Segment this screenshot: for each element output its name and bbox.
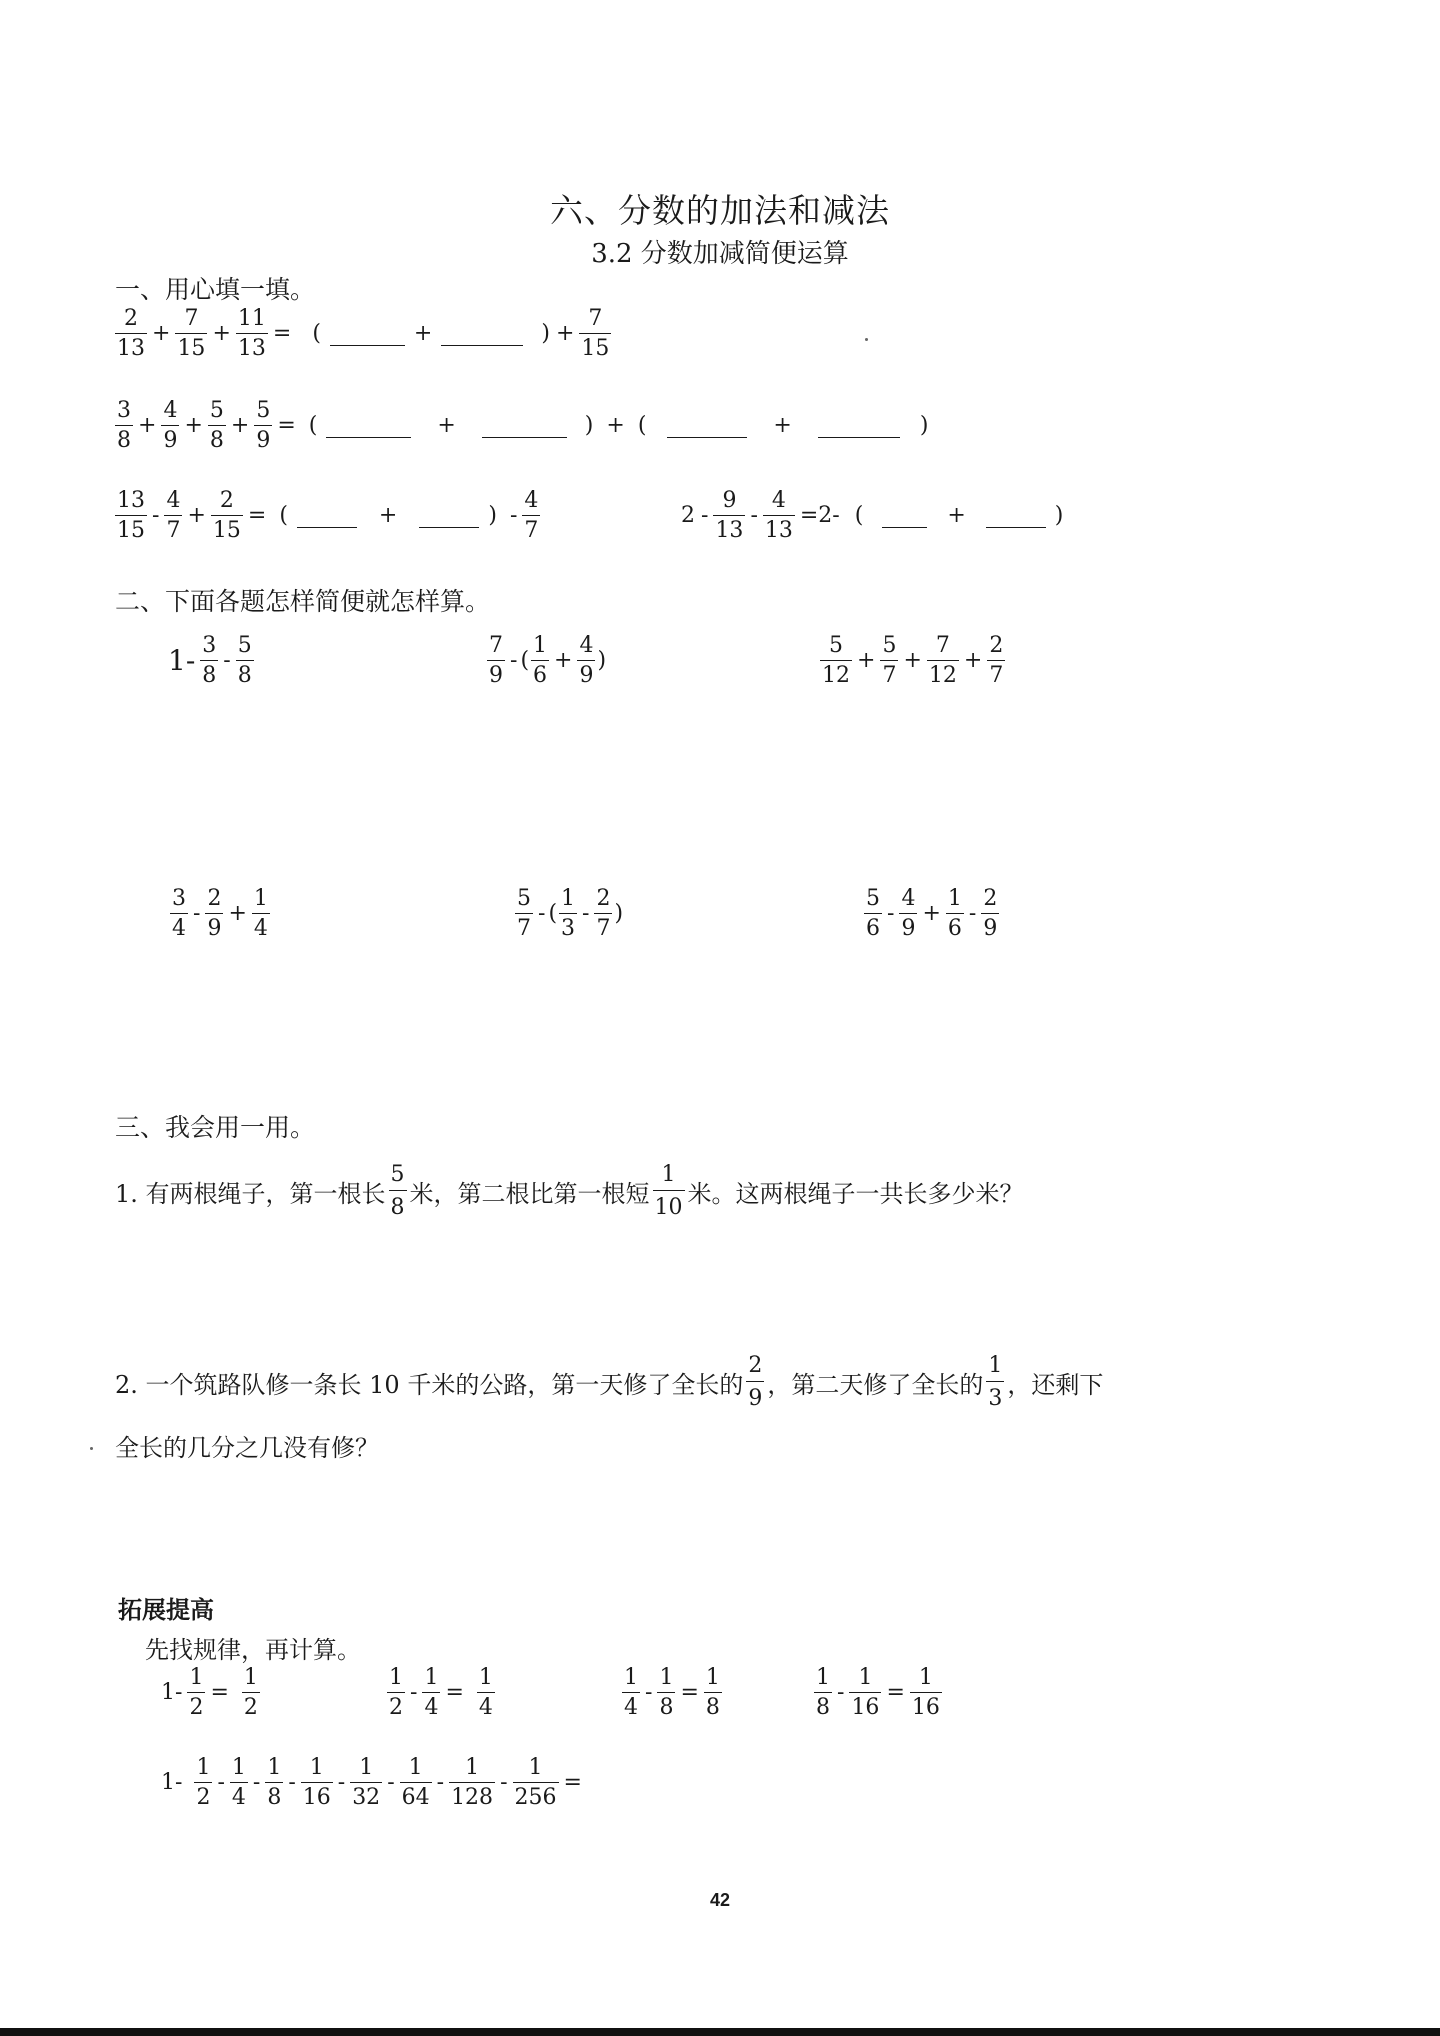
fraction: $\frac{1}{3}$ [561,886,576,941]
scan-speck [90,1447,93,1450]
pattern-3: $\frac{1}{4}$ - $\frac{1}{8}$ = $\frac{1}{8}$ [624,1665,720,1720]
fraction: $\frac{5}{8}$ [237,633,252,688]
fraction: $\frac{1}{16}$ [302,1755,331,1810]
fraction: $\frac{1}{6}$ [947,886,962,941]
fill-question-4: 2 - $\frac{9}{13}$ - $\frac{4}{13}$ =2- ( + ) [681,488,1064,543]
fraction: $\frac{5}{9}$ [256,398,271,453]
pattern-2: $\frac{1}{2}$ - $\frac{1}{4}$ = $\frac{1}{4}$ [389,1665,493,1720]
fraction: $\frac{4}{7}$ [166,488,181,543]
section3-heading: 三、我会用一用。 [115,1113,316,1142]
word-problem-2-line2: 全长的几分之几没有修？ [115,1434,379,1462]
page-title: 六、分数的加法和减法 [550,191,890,230]
extension-instruction: 先找规律，再计算。 [145,1636,361,1664]
fraction: $\frac{1}{2}$ [389,1665,403,1720]
fraction: $\frac{1}{2}$ [189,1665,204,1720]
fraction: $\frac{1}{10}$ [654,1162,683,1220]
answer-blank[interactable] [482,415,567,438]
scan-edge [0,2028,1440,2036]
section2-heading: 二、下面各题怎样简便就怎样算。 [115,587,491,616]
calc-problem-5: $\frac{5}{7}$ - ( $\frac{1}{3}$ - $\frac{2}{7}$ ) [517,886,624,941]
fraction: $\frac{1}{16}$ [911,1665,940,1720]
page-subtitle: 3.2 分数加减简便运算 [591,239,849,269]
fraction: $\frac{2}{9}$ [983,886,998,941]
fraction: $\frac{5}{8}$ [209,398,224,453]
fraction: $\frac{3}{8}$ [202,633,217,688]
fraction: $\frac{5}{8}$ [390,1162,405,1220]
fraction: $\frac{11}{13}$ [237,306,266,361]
fraction: $\frac{4}{9}$ [901,886,916,941]
answer-blank[interactable] [441,323,523,346]
fraction: $\frac{1}{4}$ [231,1755,246,1810]
fraction: $\frac{3}{8}$ [117,398,131,453]
fraction: $\frac{4}{9}$ [579,633,594,688]
fill-question-2: $\frac{3}{8}$ + $\frac{4}{9}$ + $\frac{5}{8}$ + $\frac{5}{9}$ = ( + ) + ( + ) [117,398,929,453]
calc-problem-1: 1- $\frac{3}{8}$ - $\frac{5}{8}$ [168,633,252,688]
answer-blank[interactable] [297,505,357,528]
fraction: $\frac{2}{15}$ [212,488,241,543]
pattern-final: 1- $\frac{1}{2}$ - $\frac{1}{4}$ - $\frac{1}{8}$ - $\frac{1}{16}$ - $\frac{1}{32}$ - $\frac{1}{64}$ - $\frac{1}{128}$ - $\frac{1}{256}$ = [161,1755,582,1810]
scan-speck [865,338,868,341]
fraction: $\frac{5}{7}$ [882,633,897,688]
pattern-4: $\frac{1}{8}$ - $\frac{1}{16}$ = $\frac{1}{16}$ [816,1665,940,1720]
fraction: $\frac{5}{6}$ [866,886,880,941]
fraction: $\frac{4}{7}$ [524,488,539,543]
fraction: $\frac{1}{8}$ [705,1665,720,1720]
calc-problem-3: $\frac{5}{12}$ + $\frac{5}{7}$ + $\frac{7}{12}$ + $\frac{2}{7}$ [822,633,1004,688]
fraction: $\frac{5}{7}$ [517,886,531,941]
pattern-1: 1- $\frac{1}{2}$ = $\frac{1}{2}$ [161,1665,258,1720]
section1-heading: 一、用心填一填。 [115,275,316,304]
answer-blank[interactable] [667,415,747,438]
fraction: $\frac{2}{9}$ [748,1353,763,1411]
fraction: $\frac{2}{9}$ [207,886,222,941]
word-problem-1: 1. 有两根绳子，第一根长 $\frac{5}{8}$ 米，第二根比第一根短 $\frac{1}{10}$ 米。这两根绳子一共长多少米？ [115,1162,1024,1220]
fraction: $\frac{1}{4}$ [424,1665,439,1720]
fraction: $\frac{4}{13}$ [764,488,793,543]
answer-blank[interactable] [986,505,1046,528]
fraction: $\frac{1}{8}$ [267,1755,282,1810]
fraction: $\frac{1}{2}$ [196,1755,211,1810]
fraction: $\frac{2}{7}$ [989,633,1004,688]
fraction: $\frac{2}{13}$ [117,306,145,361]
fraction: $\frac{1}{3}$ [988,1353,1003,1411]
extension-heading: 拓展提高 [118,1595,214,1624]
calc-problem-6: $\frac{5}{6}$ - $\frac{4}{9}$ + $\frac{1}{6}$ - $\frac{2}{9}$ [866,886,998,941]
calc-problem-4: $\frac{3}{4}$ - $\frac{2}{9}$ + $\frac{1}{4}$ [172,886,268,941]
fraction: $\frac{13}{15}$ [117,488,145,543]
fraction: $\frac{5}{12}$ [822,633,850,688]
fraction: $\frac{1}{8}$ [659,1665,674,1720]
fraction: $\frac{4}{9}$ [163,398,178,453]
fraction: $\frac{1}{16}$ [851,1665,880,1720]
fraction: $\frac{1}{128}$ [451,1755,494,1810]
fraction: $\frac{1}{2}$ [243,1665,258,1720]
fraction: $\frac{1}{8}$ [816,1665,830,1720]
answer-blank[interactable] [818,415,900,438]
word-problem-2: 2. 一个筑路队修一条长 10 千米的公路，第一天修了全长的 $\frac{2}{9}$ ，第二天修了全长的 $\frac{1}{3}$ ，还剩下 [115,1353,1104,1411]
fraction: $\frac{3}{4}$ [172,886,186,941]
fill-question-3: $\frac{13}{15}$ - $\frac{4}{7}$ + $\frac{2}{15}$ = ( + ) - $\frac{4}{7}$ [117,488,539,543]
answer-blank[interactable] [330,323,405,346]
fraction: $\frac{7}{9}$ [489,633,503,688]
fraction: $\frac{7}{12}$ [928,633,957,688]
answer-blank[interactable] [326,415,411,438]
calc-problem-2: $\frac{7}{9}$ - ( $\frac{1}{6}$ + $\frac{4}{9}$ ) [489,633,607,688]
fraction: $\frac{1}{256}$ [514,1755,557,1810]
fraction: $\frac{1}{6}$ [533,633,548,688]
fraction: $\frac{1}{4}$ [624,1665,638,1720]
fraction: $\frac{1}{32}$ [352,1755,381,1810]
fraction: $\frac{1}{64}$ [401,1755,430,1810]
fraction: $\frac{1}{4}$ [253,886,268,941]
fraction: $\frac{7}{15}$ [177,306,206,361]
answer-blank[interactable] [882,505,927,528]
page-number: 42 [709,1890,731,1910]
fraction: $\frac{7}{15}$ [581,306,610,361]
fraction: $\frac{2}{7}$ [596,886,611,941]
answer-blank[interactable] [419,505,479,528]
fill-question-1: $\frac{2}{13}$ + $\frac{7}{15}$ + $\frac{11}{13}$ = ( + ) + $\frac{7}{15}$ [117,306,610,361]
fraction: $\frac{9}{13}$ [715,488,744,543]
fraction: $\frac{1}{4}$ [478,1665,493,1720]
